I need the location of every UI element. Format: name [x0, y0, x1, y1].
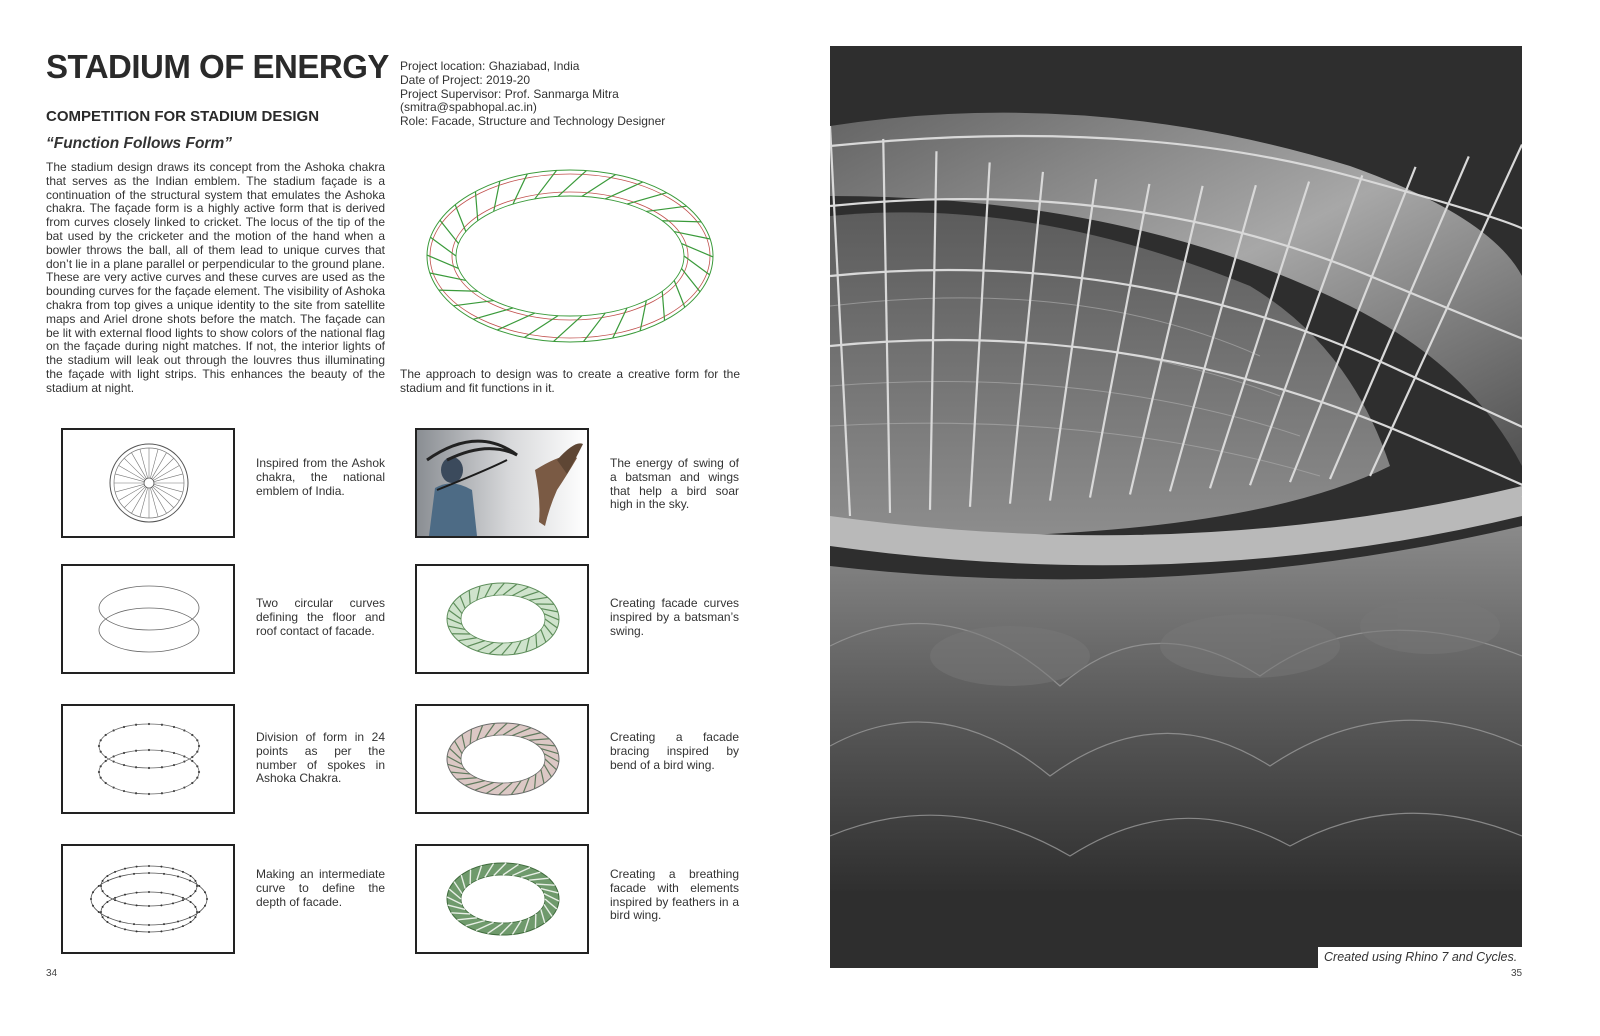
- page-title: STADIUM OF ENERGY: [46, 48, 389, 85]
- facade-bracing-image: [415, 704, 589, 814]
- step-caption: Two circular curves defining the floor and roof contact of facade.: [256, 596, 385, 638]
- approach-text: The approach to design was to create a creative form for the stadium and fit functions in it.: [400, 367, 740, 395]
- step-caption: Creating facade curves inspired by a batsman’s swing.: [610, 596, 739, 638]
- description-paragraph: The stadium design draws its concept from the Ashoka chakra that serves as the Indian emblem. The stadium façade is a continuation of the structural system that emulates the Ashoka chakra. The façade form is a highly active form that is derived from curves closely linked to cricket. The locus of the tip of the bat used by the cricketer and the motion of the hand when a bowler throws the ball, all of them lead to unique curves that don’t lie in a plane parallel or perpendicular to the ground plane. These are very active curves and these curves are used as the bounding curves for the façade element. The visibility of Ashoka chakra from top gives a unique identity to the site from satellite maps and Ariel drone shots before the match. The façade can be lit with external flood lights to show colors of the national flag on the façade during night matches. If not, the interior lights of the stadium will leak out through the louvres thus illuminating the façade with light strips. This enhances the beauty of the stadium at night.: [46, 160, 385, 395]
- render-credit: Created using Rhino 7 and Cycles.: [1318, 947, 1523, 968]
- page-number-right: 35: [1511, 968, 1523, 979]
- facade-wireframe-diagram: [418, 160, 723, 350]
- two-curves-image: [61, 564, 235, 674]
- division-points-image: [61, 704, 235, 814]
- page-number-left: 34: [46, 968, 58, 979]
- tagline: “Function Follows Form”: [46, 135, 232, 152]
- step-caption: Making an intermediate curve to define the depth of facade.: [256, 867, 385, 909]
- meta-role: Role: Facade, Structure and Technology Designer: [400, 114, 666, 129]
- stadium-render-image: [830, 46, 1522, 968]
- ashoka-chakra-image: [61, 428, 235, 538]
- intermediate-curve-image: [61, 844, 235, 954]
- project-meta: [400, 60, 665, 129]
- meta-location: Project location: Ghaziabad, India: [400, 59, 580, 73]
- batsman-bird-image: [415, 428, 589, 538]
- step-caption: Division of form in 24 points as per the number of spokes in Ashoka Chakra.: [256, 730, 385, 786]
- meta-supervisor: Project Supervisor: Prof. Sanmarga Mitra: [400, 86, 619, 101]
- step-caption: Creating a breathing facade with elements inspired by feathers in a bird wing.: [610, 867, 739, 923]
- step-caption: The energy of swing of a batsman and wings that help a bird soar high in the sky.: [610, 456, 739, 512]
- step-caption: Inspired from the Ashok chakra, the national emblem of India.: [256, 456, 385, 498]
- meta-date: Date of Project: 2019-20: [400, 72, 531, 87]
- step-caption: Creating a facade bracing inspired by bend of a bird wing.: [610, 730, 739, 772]
- page-subtitle: COMPETITION FOR STADIUM DESIGN: [46, 108, 320, 125]
- meta-email: (smitra@spabhopal.ac.in): [400, 100, 537, 115]
- facade-curves-image: [415, 564, 589, 674]
- breathing-facade-image: [415, 844, 589, 954]
